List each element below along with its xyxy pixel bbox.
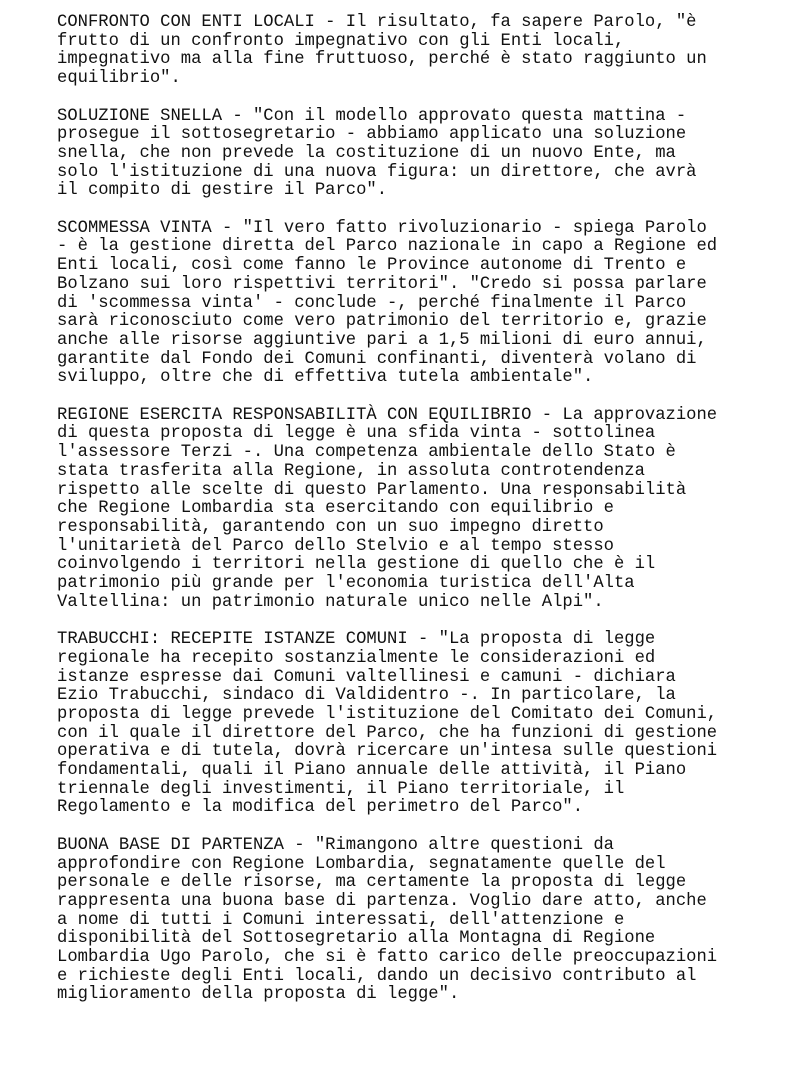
paragraph-soluzione-snella: SOLUZIONE SNELLA - "Con il modello approvato questa mattina - prosegue il sottosegretario - abbiamo applicato una soluzione snella, che non prevede la costituzione di un nuovo Ente, ma solo l'istituzione di una nuova figura: un direttore, che avrà il compito di gestire il Parco".	[57, 106, 697, 201]
document-body	[57, 14, 787, 1005]
paragraph-buona-base: BUONA BASE DI PARTENZA - "Rimangono altre questioni da approfondire con Regione Lombardia, segnatamente quelle del personale e delle risorse, ma certamente la proposta di legge rappresenta una buona base di partenza. Voglio dare atto, anche a nome di tutti i Comuni interessati, dell'attenzione e disponibilità del Sottosegretario alla Montagna di Regione Lombardia Ugo Parolo, che si è fatto carico delle preoccupazioni e richieste degli Enti locali, dando un decisivo contributo al miglioramento della proposta di legge".	[57, 835, 718, 1005]
paragraph-scommessa-vinta: SCOMMESSA VINTA - "Il vero fatto rivoluzionario - spiega Parolo - è la gestione diretta del Parco nazionale in capo a Regione ed Enti locali, così come fanno le Province autonome di Trento e Bolzano sui loro rispettivi territori". "Credo si possa parlare di 'scommessa vinta' - conclude -, perché finalmente il Parco sarà riconosciuto come vero patrimonio del territorio e, grazie anche alle risorse aggiuntive pari a 1,5 milioni di euro annui, garantite dal Fondo dei Comuni confinanti, diventerà volano di sviluppo, oltre che di effettiva tutela ambientale".	[57, 218, 718, 388]
paragraph-confronto-enti-locali: CONFRONTO CON ENTI LOCALI - Il risultato, fa sapere Parolo, "è frutto di un confronto impegnativo con gli Enti locali, impegnativo ma alla fine fruttuoso, perché è stato raggiunto un equilibrio".	[57, 13, 707, 89]
paragraph-regione-responsabilita: REGIONE ESERCITA RESPONSABILITÀ CON EQUILIBRIO - La approvazione di questa proposta di legge è una sfida vinta - sottolinea l'assessore Terzi -. Una competenza ambientale dello Stato è stata trasferita alla Regione, in assoluta controtendenza rispetto alle scelte di questo Parlamento. Una responsabilità che Regione Lombardia sta esercitando con equilibrio e responsabilità, garantendo con un suo impegno diretto l'unitarietà del Parco dello Stelvio e al tempo stesso coinvolgendo i territori nella gestione di quello che è il patrimonio più grande per l'economia turistica dell'Alta Valtellina: un patrimonio naturale unico nelle Alpi".	[57, 405, 718, 612]
paragraph-trabucchi-istanze: TRABUCCHI: RECEPITE ISTANZE COMUNI - "La proposta di legge regionale ha recepito sostanzialmente le considerazioni ed istanze espresse dai Comuni valtellinesi e camuni - dichiara Ezio Trabucchi, sindaco di Valdidentro -. In particolare, la proposta di legge prevede l'istituzione del Comitato dei Comuni, con il quale il direttore del Parco, che ha funzioni di gestione operativa e di tutela, dovrà ricercare un'intesa sulle questioni fondamentali, quali il Piano annuale delle attività, il Piano triennale degli investimenti, il Piano territoriale, il Regolamento e la modifica del perimetro del Parco".	[57, 630, 718, 818]
